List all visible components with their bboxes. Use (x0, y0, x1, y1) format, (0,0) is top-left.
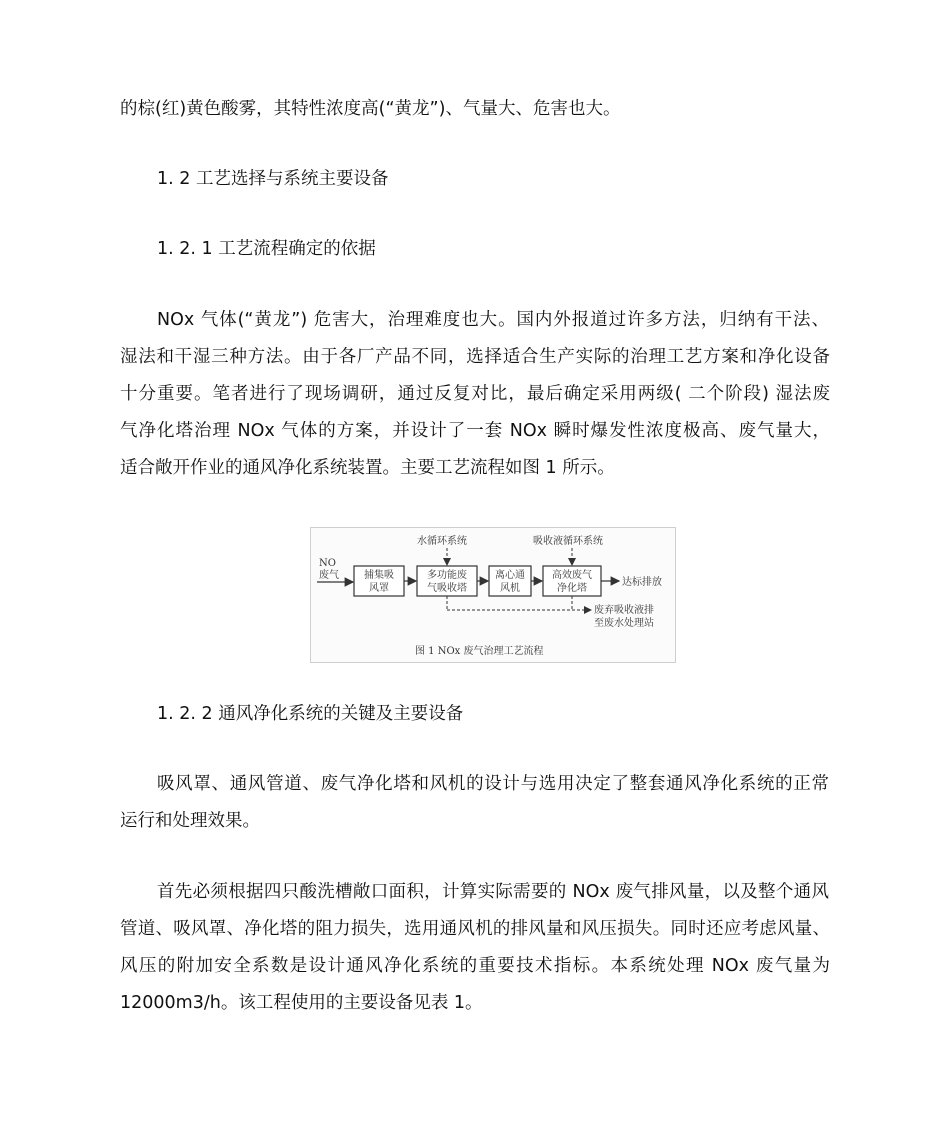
paragraph-3-line-4: 12000m3/h。该工程使用的主要设备见表 1。 (120, 993, 483, 1013)
paragraph-2-line-2: 运行和处理效果。 (120, 811, 260, 831)
paragraph-1-line-1: NOx 气体(“黄龙”) 危害大，治理难度也大。国内外报道过许多方法，归纳有干法、 (157, 310, 829, 330)
input-label-gas: 废气 (319, 570, 339, 581)
process-flow-figure (310, 527, 676, 663)
box-centrifugal-fan-line1: 离心通 (495, 570, 525, 581)
paragraph-1-line-5: 适合敞开作业的通风净化系统装置。主要工艺流程如图 1 所示。 (120, 458, 615, 478)
box-purification-tower-line1: 高效废气 (552, 570, 592, 581)
section-heading-1-2-2: 1. 2. 2 通风净化系统的关键及主要设备 (157, 704, 464, 724)
section-heading-1-2: 1. 2 工艺选择与系统主要设备 (157, 169, 389, 189)
paragraph-2-line-1: 吸风罩、通风管道、废气净化塔和风机的设计与选用决定了整套通风净化系统的正常 (157, 774, 829, 794)
absorbent-cycle-label: 吸收液循环系统 (533, 536, 603, 547)
input-label-no: NO (319, 558, 336, 569)
paragraph-3-line-1: 首先必须根据四只酸洗槽敞口面积，计算实际需要的 NOx 废气排风量，以及整个通风 (157, 882, 829, 902)
box-purification-tower-line2: 净化塔 (557, 583, 587, 594)
box-absorption-tower-line2: 气吸收塔 (427, 583, 467, 594)
water-cycle-label: 水循环系统 (417, 536, 467, 547)
paragraph-3-line-3: 风压的附加安全系数是设计通风净化系统的重要技术指标。本系统处理 NOx 废气量为 (120, 956, 830, 976)
process-flow-diagram (311, 528, 675, 662)
figure-caption: 图 1 NOx 废气治理工艺流程 (415, 646, 544, 657)
paragraph-1-line-3: 十分重要。笔者进行了现场调研，通过反复对比，最后确定采用两级( 二个阶段) 湿法废 (120, 384, 830, 404)
waste-label-line1: 废弃吸收液排 (594, 605, 654, 616)
section-heading-1-2-1: 1. 2. 1 工艺流程确定的依据 (157, 239, 376, 259)
box-capture-hood-line1: 捕集吸 (364, 570, 394, 581)
paragraph-3-line-2: 管道、吸风罩、净化塔的阻力损失，选用通风机的排风量和风压损失。同时还应考虑风量、 (120, 919, 830, 939)
waste-label-line2: 至废水处理站 (594, 618, 654, 629)
box-centrifugal-fan-line2: 风机 (500, 583, 520, 594)
box-capture-hood-line2: 风罩 (369, 583, 389, 594)
intro-tail-line: 的棕(红)黄色酸雾，其特性浓度高(“黄龙”)、气量大、危害也大。 (120, 99, 621, 119)
box-absorption-tower-line1: 多功能废 (427, 570, 467, 581)
paragraph-1-line-2: 湿法和干湿三种方法。由于各厂产品不同，选择适合生产实际的治理工艺方案和净化设备 (120, 347, 830, 367)
output-label: 达标排放 (622, 577, 662, 588)
paragraph-1-line-4: 气净化塔治理 NOx 气体的方案，并设计了一套 NOx 瞬时爆发性浓度极高、废气量大， (120, 421, 830, 441)
